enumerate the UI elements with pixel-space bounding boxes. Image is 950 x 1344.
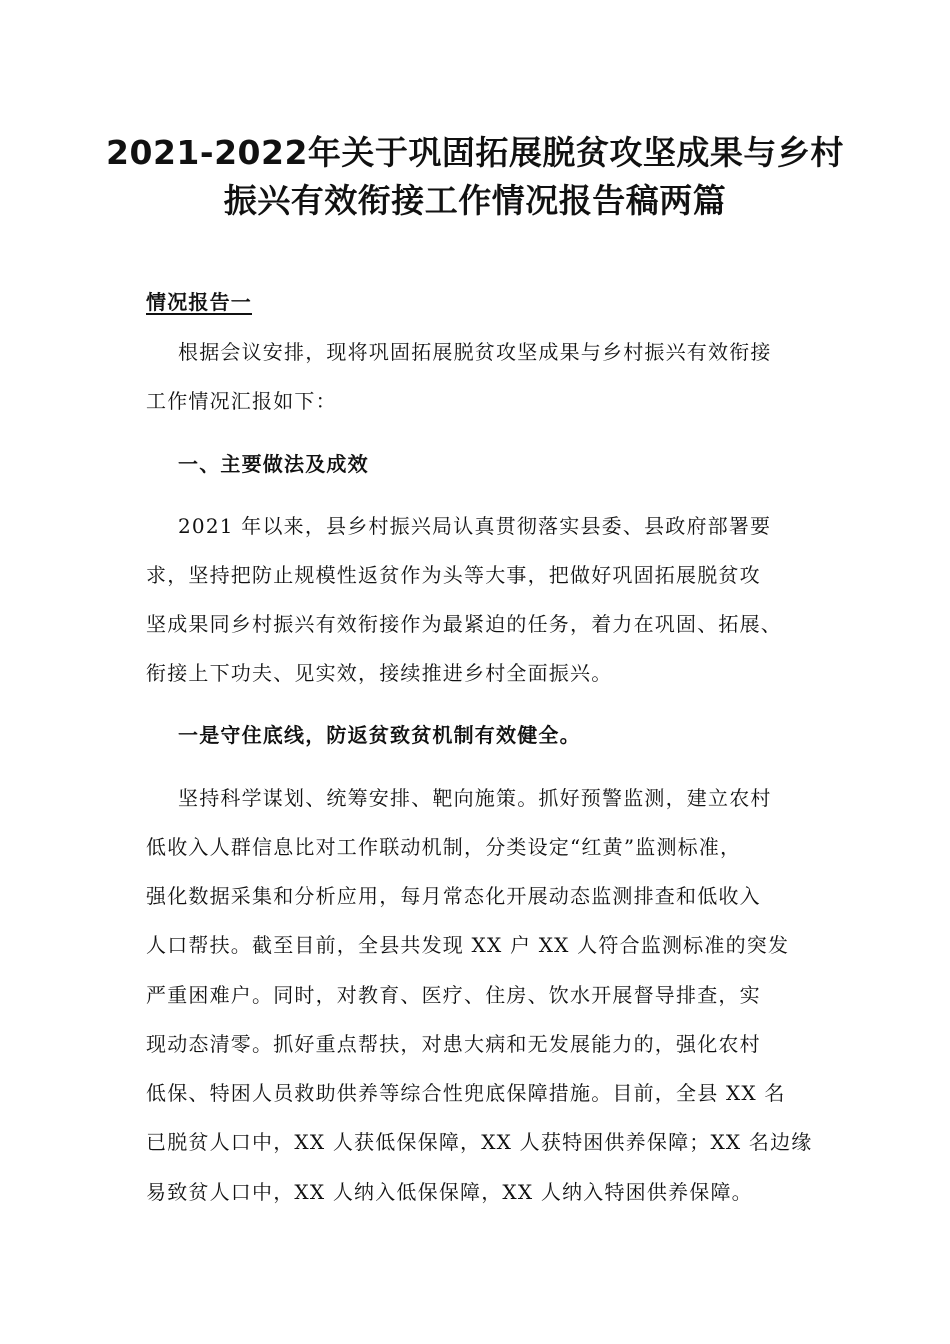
paragraph-2-line: 易致贫人口中，XX 人纳入低保保障，XX 人纳入特困供养保障。 [146, 1180, 753, 1204]
intro-line: 根据会议安排，现将巩固拓展脱贫攻坚成果与乡村振兴有效衔接 [178, 340, 772, 364]
section-label: 情况报告一 [146, 290, 252, 314]
section-heading-1: 一、主要做法及成效 [178, 452, 369, 476]
paragraph-2-line: 现动态清零。抓好重点帮扶，对患大病和无发展能力的，强化农村 [146, 1032, 761, 1056]
document-title-line-2: 振兴有效衔接工作情况报告稿两篇 [223, 181, 727, 220]
paragraph-2-line: 严重困难户。同时，对教育、医疗、住房、饮水开展督导排查，实 [146, 983, 761, 1007]
paragraph-2-line: 低保、特困人员救助供养等综合性兜底保障措施。目前，全县 XX 名 [146, 1081, 786, 1105]
paragraph-2-line: 人口帮扶。截至目前，全县共发现 XX 户 XX 人符合监测标准的突发 [146, 933, 790, 957]
paragraph-2-line: 坚持科学谋划、统筹安排、靶向施策。抓好预警监测，建立农村 [178, 786, 772, 810]
paragraph-1-line: 求，坚持把防止规模性返贫作为头等大事，把做好巩固拓展脱贫攻 [146, 563, 761, 587]
intro-line: 工作情况汇报如下： [146, 389, 337, 413]
paragraph-2-line: 低收入人群信息比对工作联动机制，分类设定“红黄”监测标准， [146, 835, 742, 859]
document-title-line-1: 2021-2022年关于巩固拓展脱贫攻坚成果与乡村 [106, 133, 844, 172]
paragraph-1-line: 2021 年以来，县乡村振兴局认真贯彻落实县委、县政府部署要 [178, 514, 772, 538]
paragraph-1-line: 坚成果同乡村振兴有效衔接作为最紧迫的任务，着力在巩固、拓展、 [146, 612, 782, 636]
section-heading-2: 一是守住底线，防返贫致贫机制有效健全。 [178, 723, 581, 747]
paragraph-1-line: 衔接上下功夫、见实效，接续推进乡村全面振兴。 [146, 661, 613, 685]
paragraph-2-line: 强化数据采集和分析应用，每月常态化开展动态监测排查和低收入 [146, 884, 761, 908]
paragraph-2-line: 已脱贫人口中，XX 人获低保保障，XX 人获特困供养保障；XX 名边缘 [146, 1130, 813, 1154]
